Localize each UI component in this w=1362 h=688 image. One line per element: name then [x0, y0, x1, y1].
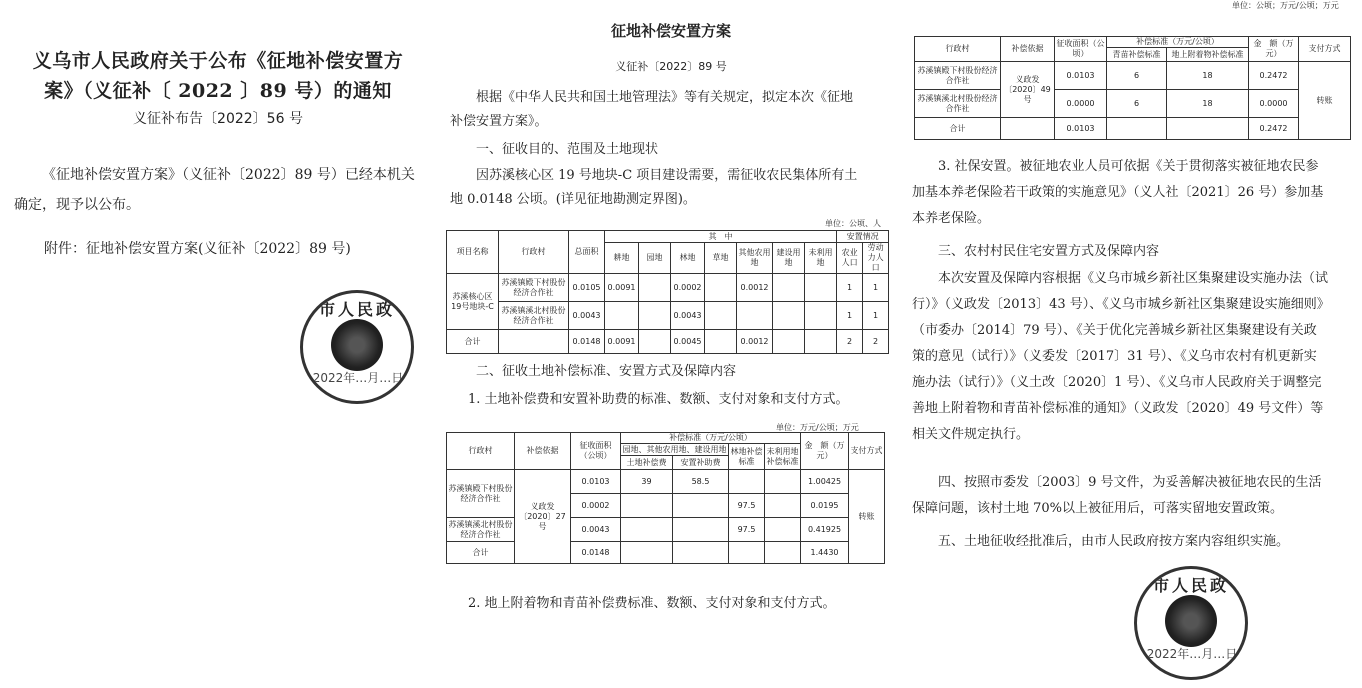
section-3-heading: 三、农村村民住宅安置方式及保障内容: [938, 244, 1160, 259]
cell: [605, 302, 639, 330]
cell: [673, 494, 729, 518]
cell: [1107, 118, 1167, 140]
notice-body: 《征地补偿安置方案》（义征补〔2022〕89 号）已经本机关确定，现予以公布。: [14, 167, 415, 213]
cell: [1167, 118, 1249, 140]
cell: 6: [1107, 62, 1167, 90]
cell: 0.0103: [1055, 62, 1107, 90]
cell: [729, 470, 765, 494]
section-1-heading: 一、征收目的、范围及土地现状: [476, 142, 659, 157]
col-header: 补偿依据: [1001, 37, 1055, 62]
cell: [765, 518, 801, 542]
col-header: 支付方式: [1299, 37, 1351, 62]
cell: 0.0043: [571, 518, 621, 542]
col-header: 林地: [671, 243, 705, 274]
cell: [673, 542, 729, 564]
official-seal: [300, 290, 414, 404]
col-header: 园地: [639, 243, 671, 274]
cell: 0.41925: [801, 518, 849, 542]
cell: 1: [863, 274, 889, 302]
cell: [805, 330, 837, 354]
cell: 1.4430: [801, 542, 849, 564]
col-header: 园地、其他农用地、建设用地: [622, 444, 727, 454]
col-header: 安置补助费: [673, 456, 729, 470]
col-header: 农业人口: [837, 243, 863, 274]
col-header: 青苗补偿标准: [1107, 48, 1167, 62]
table-row: [447, 470, 885, 494]
cell: [621, 542, 673, 564]
cell: 0.0103: [571, 470, 621, 494]
cell: 0.0000: [1249, 90, 1299, 118]
cell: 0.0195: [801, 494, 849, 518]
plan-page: [440, 0, 902, 688]
cell: 合计: [447, 330, 499, 354]
table-row: [447, 518, 885, 542]
cell: [1001, 118, 1055, 140]
section-2-item-2: 2. 地上附着物和青苗补偿费标准、数额、支付对象和支付方式。: [468, 596, 836, 611]
col-header: 劳动力人口: [863, 243, 889, 274]
cell: 0.0091: [605, 330, 639, 354]
cell: 1.00425: [801, 470, 849, 494]
cell: 97.5: [729, 494, 765, 518]
table-row: [447, 302, 889, 330]
col-header: 支付方式: [849, 433, 885, 470]
cell: 0.0043: [569, 302, 605, 330]
cell: [729, 542, 765, 564]
seal-date: 2022年…月…日: [1146, 647, 1238, 661]
cell: 0.0000: [1055, 90, 1107, 118]
plan-page-continued: [902, 0, 1362, 688]
section-4: 四、按照市委发〔2003〕9 号文件，为妥善解决被征地农民的生活保障问题，该村土地 70%以上被征用后，可落实留地安置政策。: [912, 475, 1322, 516]
cell: 0.0148: [569, 330, 605, 354]
cell: 97.5: [729, 518, 765, 542]
cell: 2: [837, 330, 863, 354]
official-seal: [1134, 566, 1248, 680]
cell: [765, 542, 801, 564]
cell: [705, 330, 737, 354]
cell: 1: [837, 302, 863, 330]
plan-title: 征地补偿安置方案: [610, 22, 731, 40]
cell: [639, 330, 671, 354]
col-header: 补偿标准（万元/公顷）: [621, 433, 801, 444]
notice-title: 义乌市人民政府关于公布《征地补偿安置方案》（义征补〔 2022 〕89 号）的通知: [32, 50, 404, 102]
col-header: 征收面积（公顷）: [1055, 37, 1107, 62]
village-name: 苏溪镇溪北村股份经济合作社: [447, 518, 515, 542]
table2-unit: 单位：万元/公顷；万元: [776, 423, 859, 432]
notice-doc-number: 义征补布告〔2022〕56 号: [133, 111, 303, 127]
cell: 0.0043: [671, 302, 705, 330]
table-row: [915, 62, 1351, 90]
seal-date: 2022年…月…日: [312, 371, 404, 385]
cell: 0.0012: [737, 274, 773, 302]
land-status-table: [446, 230, 889, 354]
cell: 0.0148: [571, 542, 621, 564]
cell: 39: [621, 470, 673, 494]
cell: 苏溪镇殿下村股份经济合作社: [915, 62, 1001, 90]
table-row: [915, 90, 1351, 118]
cell: 1: [837, 274, 863, 302]
cell: 0.0103: [1055, 118, 1107, 140]
cell: 0.0045: [671, 330, 705, 354]
cell: 0.0002: [571, 494, 621, 518]
section-1-body: 因苏溪核心区 19 号地块-C 项目建设需要，需征收农民集体所有土地 0.0148 公顷。(详见征地勘测定界图)。: [450, 168, 858, 207]
section-3-body: 本次安置及保障内容根据《义乌市城乡新社区集聚建设实施办法（试行）》（义政发〔2013〕43 号）、《义乌市城乡新社区集聚建设实施细则》（市委办〔2014〕79 号）、《关于优化完善城乡新社区集聚建设有关政策的意见（试行）》（义委发〔2017〕31 号）、《义乌市农村有机更新实施办法（试行）》（义土改〔2020〕1 号）、《义乌市人民政府关于调整完善地上附着物和青苗补偿标准的通知》（义政发〔2020〕49 号文件）等相关文件规定执行。: [912, 271, 1329, 442]
payment-method: 转账: [1299, 62, 1351, 140]
col-header: 补偿标准（万元/公顷）: [1107, 37, 1249, 48]
cell: 合计: [915, 118, 1001, 140]
col-header: 建设用地: [773, 243, 805, 274]
notice-page: [0, 0, 440, 688]
table-total-row: [915, 118, 1351, 140]
section-2-heading: 二、征收土地补偿标准、安置方式及保障内容: [476, 364, 737, 379]
cell: 18: [1167, 90, 1249, 118]
cell: [705, 302, 737, 330]
table-row: [447, 274, 889, 302]
cell: [621, 494, 673, 518]
crop-compensation-table: [914, 36, 1351, 140]
plan-intro: 根据《中华人民共和国土地管理法》等有关规定，拟定本次《征地补偿安置方案》。: [450, 90, 854, 129]
cell: 合计: [447, 542, 515, 564]
col-header: 土地补偿费: [621, 456, 673, 470]
national-emblem-icon: [331, 319, 383, 371]
col-header: 其他农用地: [737, 243, 773, 274]
cell: 0.0012: [737, 330, 773, 354]
col-header: 安置情况: [837, 231, 889, 243]
col-header: 行政村: [499, 231, 569, 274]
land-compensation-table: [446, 432, 885, 564]
col-header: 金 额（万元）: [1249, 37, 1299, 62]
table-total-row: [447, 330, 889, 354]
col-header: 补偿依据: [515, 433, 571, 470]
payment-method: 转账: [849, 470, 885, 564]
section-2-item-1: 1. 土地补偿费和安置补助费的标准、数额、支付对象和支付方式。: [468, 392, 849, 407]
compensation-basis: 义政发〔2020〕27号: [515, 470, 571, 564]
col-header: 林地补偿标准: [729, 444, 765, 470]
table3-unit: 单位：公顷；万元/公顷；万元: [1232, 1, 1339, 10]
cell: [773, 274, 805, 302]
cell: 0.2472: [1249, 118, 1299, 140]
cell: 0.0002: [671, 274, 705, 302]
cell: 0.2472: [1249, 62, 1299, 90]
col-header: 草地: [705, 243, 737, 274]
col-header: 耕地: [605, 243, 639, 274]
col-header: 地上附着物补偿标准: [1167, 48, 1249, 62]
col-header: 未利用地补偿标准: [765, 444, 801, 470]
table1-unit: 单位：公顷、人: [825, 219, 881, 228]
cell: 0.0105: [569, 274, 605, 302]
cell: [673, 518, 729, 542]
notice-attachment: 附件：征地补偿安置方案(义征补〔2022〕89 号): [44, 241, 351, 257]
cell: 苏溪镇溪北村股份经济合作社: [499, 302, 569, 330]
cell: [621, 518, 673, 542]
seal-text: 市人民政: [318, 300, 395, 319]
section-2-item-3: 3. 社保安置。被征地农业人员可依据《关于贯彻落实被征地农民参加基本养老保险若干政策的实施意见》（义人社〔2021〕26 号）参加基本养老保险。: [912, 159, 1324, 226]
cell: [499, 330, 569, 354]
col-header: 项目名称: [447, 231, 499, 274]
cell: [737, 302, 773, 330]
col-header: 未利用地: [805, 243, 837, 274]
village-name: 苏溪镇殿下村股份经济合作社: [447, 470, 515, 518]
cell: [765, 494, 801, 518]
col-header: 征收面积（公顷）: [571, 433, 621, 470]
cell: 6: [1107, 90, 1167, 118]
section-5: 五、土地征收经批准后，由市人民政府按方案内容组织实施。: [938, 534, 1290, 549]
national-emblem-icon: [1165, 595, 1217, 647]
cell: [805, 274, 837, 302]
cell: 0.0091: [605, 274, 639, 302]
cell: 2: [863, 330, 889, 354]
col-header: 金 额（万元）: [801, 433, 849, 470]
project-name: 苏溪核心区19号地块-C: [447, 274, 499, 330]
col-header: 行政村: [915, 37, 1001, 62]
cell: [705, 274, 737, 302]
cell: [773, 330, 805, 354]
seal-text: 市人民政: [1152, 576, 1229, 595]
cell: [765, 470, 801, 494]
cell: [639, 302, 671, 330]
col-header: 总面积: [569, 231, 605, 274]
table-total-row: [447, 542, 885, 564]
cell: 58.5: [673, 470, 729, 494]
cell: 18: [1167, 62, 1249, 90]
cell: 苏溪镇溪北村股份经济合作社: [915, 90, 1001, 118]
col-header: 其 中: [605, 231, 837, 243]
cell: 1: [863, 302, 889, 330]
cell: [805, 302, 837, 330]
cell: [773, 302, 805, 330]
col-header: 行政村: [447, 433, 515, 470]
compensation-basis: 义政发〔2020〕49号: [1001, 62, 1055, 118]
cell: 苏溪镇殿下村股份经济合作社: [499, 274, 569, 302]
plan-doc-number: 义征补〔2022〕89 号: [615, 60, 727, 73]
cell: [639, 274, 671, 302]
